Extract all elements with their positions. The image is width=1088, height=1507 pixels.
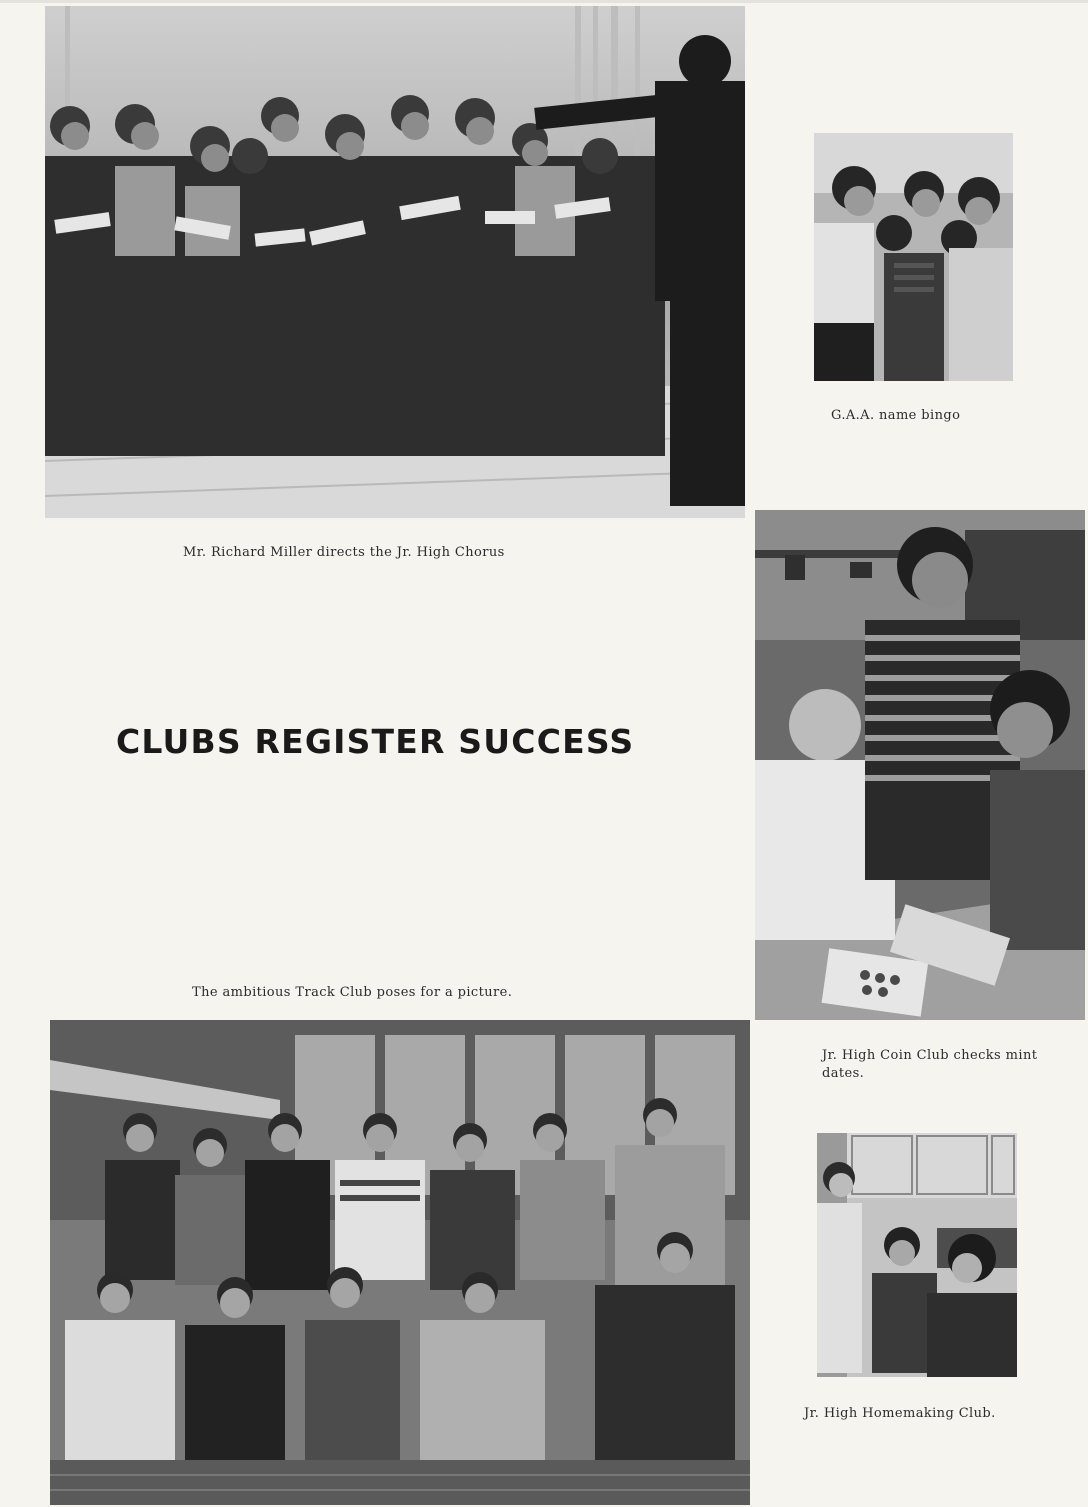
page-edge: [0, 0, 1088, 3]
chorus-photo: [45, 6, 745, 518]
coin-club-photo: [755, 510, 1085, 1020]
homemaking-caption: Jr. High Homemaking Club.: [804, 1406, 996, 1421]
coin-caption: Jr. High Coin Club checks mint dates.: [822, 1048, 1038, 1081]
homemaking-club-photo: [817, 1133, 1017, 1377]
page-title: CLUBS REGISTER SUCCESS: [116, 722, 635, 761]
chorus-caption: Mr. Richard Miller directs the Jr. High Chorus: [183, 545, 505, 560]
track-club-photo: [50, 1020, 750, 1505]
gaa-caption: G.A.A. name bingo: [831, 408, 961, 423]
track-caption: The ambitious Track Club poses for a picture.: [192, 985, 513, 1000]
gaa-bingo-photo: [814, 133, 1013, 381]
